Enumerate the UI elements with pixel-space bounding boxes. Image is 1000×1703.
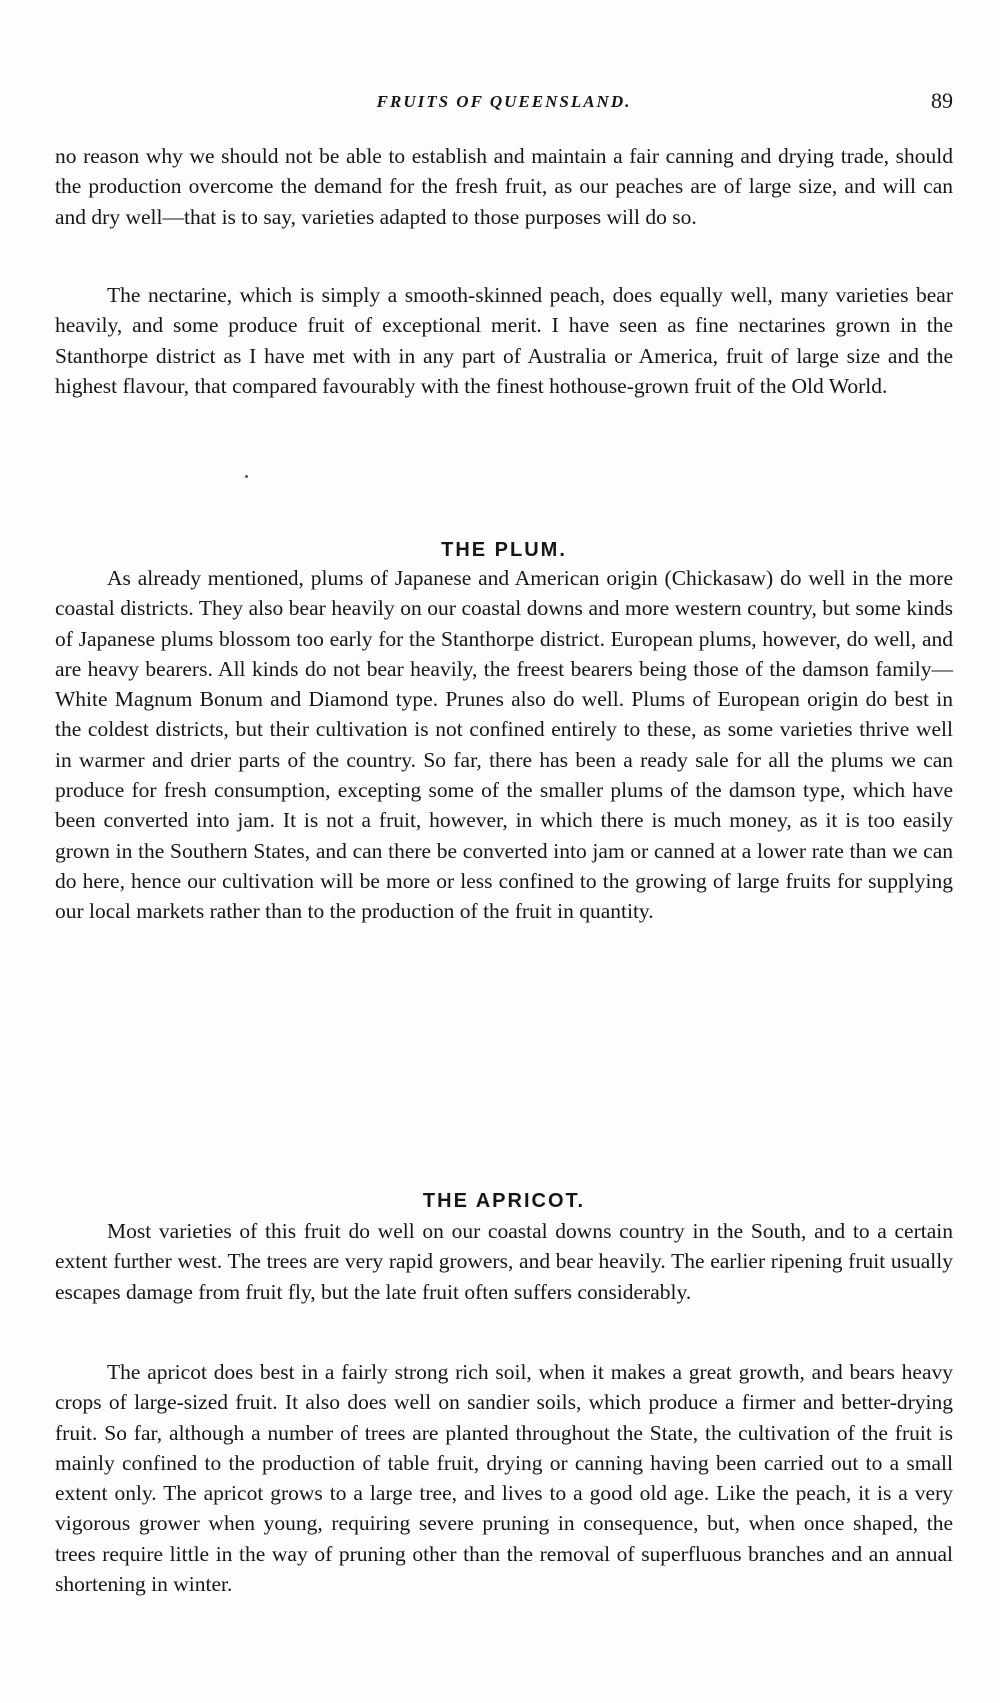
section-heading-plum: THE PLUM. (441, 539, 567, 561)
paragraph-nectarine (55, 280, 953, 401)
page-number: 89 (931, 88, 953, 113)
running-head (55, 88, 953, 118)
section-heading-apricot: THE APRICOT. (422, 1190, 586, 1212)
running-title: FRUITS OF QUEENSLAND. (376, 92, 632, 111)
paragraph-apricot-intro (55, 1216, 953, 1307)
stray-ink-mark (245, 475, 248, 478)
paragraph-peach-continuation (55, 141, 953, 232)
paragraph-apricot-soil (55, 1357, 953, 1599)
paragraph-text: As already mentioned, plums of Japanese and American origin (Chickasaw) do well in the more coastal districts. They also bear heavily on our coastal downs and more western country, but some kinds of Japanese plums blossom too early for the Stanthorpe district. European plums, however, do well, and are heavy bearers. All kinds do not bear heavily, the freest bearers being those of the damson family—White Magnum Bonum and Diamond type. Prunes also do well. Plums of European origin do best in the coldest districts, but their cultivation is not confined entirely to these, as some varieties thrive well in warmer and drier parts of the country. So far, there has been a ready sale for all the plums we can produce for fresh consumption, excepting some of the smaller plums of the damson type, which have been converted into jam. It is not a fruit, however, in which there is much money, as it is too easily grown in the Southern States, and can there be converted into jam or canned at a lower rate than we can do here, hence our cultivation will be more or less confined to the growing of large fruits for supplying our local markets rather than to the production of the fruit in quantity. (55, 566, 953, 924)
paragraph-text: no reason why we should not be able to establish and maintain a fair canning and drying trade, should the production overcome the demand for the fresh fruit, as our peaches are of large size, and will can and dry well—that is to say, varieties adapted to those purposes will do so. (55, 144, 953, 229)
paragraph-plum (55, 563, 953, 927)
paragraph-text: Most varieties of this fruit do well on our coastal downs country in the South, and to a certain extent further west. The trees are very rapid growers, and bear heavily. The earlier ripening fruit usually escapes damage from fruit fly, but the late fruit often suffers considerably. (55, 1219, 953, 1304)
paragraph-text: The nectarine, which is simply a smooth-skinned peach, does equally well, many varieties bear heavily, and some produce fruit of exceptional merit. I have seen as fine nectarines grown in the Stanthorpe district as I have met with in any part of Australia or America, fruit of large size and the highest flavour, that compared favourably with the finest hothouse-grown fruit of the Old World. (55, 283, 953, 398)
paragraph-text: The apricot does best in a fairly strong rich soil, when it makes a great growth, and bears heavy crops of large-sized fruit. It also does well on sandier soils, which produce a firmer and better-drying fruit. So far, although a number of trees are planted throughout the State, the cultivation of the fruit is mainly confined to the production of table fruit, drying or canning having been carried out to a small extent only. The apricot grows to a large tree, and lives to a good old age. Like the peach, it is a very vigorous grower when young, requiring severe pruning in consequence, but, when once shaped, the trees require little in the way of pruning other than the removal of superfluous branches and an annual shortening in winter. (55, 1360, 953, 1597)
